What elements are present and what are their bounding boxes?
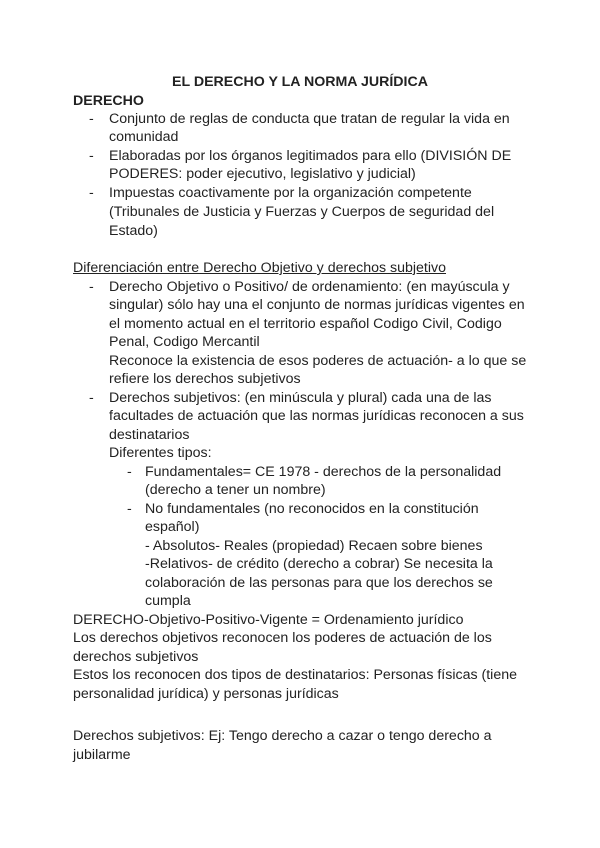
bullet-dash: - xyxy=(127,464,132,480)
list-item-line: Impuestas coactivamente por la organización competente xyxy=(109,185,472,201)
list-item-line: (derecho a tener un nombre) xyxy=(145,482,326,498)
list-item-line: singular) sólo hay una el conjunto de normas jurídicas vigentes en xyxy=(109,297,525,313)
list-item-line: colaboración de las personas para que los derechos se xyxy=(145,575,493,591)
paragraph-line: Los derechos objetivos reconocen los poderes de actuación de los xyxy=(73,630,492,646)
list-item-line: el momento actual en el territorio español Codigo Civil, Codigo xyxy=(109,316,502,332)
list-item-line: Derechos subjetivos: (en minúscula y plural) cada una de las xyxy=(109,390,492,406)
list-item-line: No fundamentales (no reconocidos en la constitución xyxy=(145,501,479,517)
bullet-dash: - xyxy=(89,390,94,406)
list-item-line: Elaboradas por los órganos legitimados para ello (DIVISIÓN DE xyxy=(109,148,512,164)
list-item-line: Diferentes tipos: xyxy=(109,445,212,461)
section-heading-diferenciacion: Diferenciación entre Derecho Objetivo y derechos subjetivo xyxy=(73,260,447,276)
paragraph-line: Derechos subjetivos: Ej: Tengo derecho a cazar o tengo derecho a xyxy=(73,728,492,744)
list-item-line: (Tribunales de Justicia y Fuerzas y Cuerpos de seguridad del xyxy=(109,204,495,220)
paragraph-line: jubilarme xyxy=(73,747,131,763)
list-item-line: -Relativos- de crédito (derecho a cobrar) Se necesita la xyxy=(145,556,493,572)
list-item-line: destinatarios xyxy=(109,427,190,443)
list-item-line: Fundamentales= CE 1978 - derechos de la personalidad xyxy=(145,464,502,480)
paragraph-line: derechos subjetivos xyxy=(73,649,199,665)
list-item-line: cumpla xyxy=(145,593,191,609)
list-item-line: PODERES: poder ejecutivo, legislativo y judicial) xyxy=(109,166,416,182)
paragraph-line: Estos los reconocen dos tipos de destinatarios: Personas físicas (tiene xyxy=(73,667,517,683)
list-item-line: Derecho Objetivo o Positivo/ de ordenamiento: (en mayúscula y xyxy=(109,279,510,295)
bullet-dash: - xyxy=(89,148,94,164)
paragraph-line: DERECHO-Objetivo-Positivo-Vigente = Ordenamiento jurídico xyxy=(73,612,464,628)
list-item-line: Reconoce la existencia de esos poderes de actuación- a lo que se xyxy=(109,353,527,369)
bullet-dash: - xyxy=(89,279,94,295)
bullet-dash: - xyxy=(127,501,132,517)
list-item-line: facultades de actuación que las normas jurídicas reconocen a sus xyxy=(109,408,524,424)
list-item-line: Conjunto de reglas de conducta que tratan de regular la vida en xyxy=(109,111,510,127)
bullet-dash: - xyxy=(89,111,94,127)
paragraph-line: personalidad jurídica) y personas jurídicas xyxy=(73,686,339,702)
list-item-line: - Absolutos- Reales (propiedad) Recaen sobre bienes xyxy=(145,538,483,554)
list-item-line: comunidad xyxy=(109,129,179,145)
list-item-line: Estado) xyxy=(109,223,158,239)
list-item-line: español) xyxy=(145,519,200,535)
list-item-line: refiere los derechos subjetivos xyxy=(109,371,301,387)
section-heading-derecho: DERECHO xyxy=(73,93,144,109)
document-title: EL DERECHO Y LA NORMA JURÍDICA xyxy=(172,74,428,90)
bullet-dash: - xyxy=(89,185,94,201)
list-item-line: Penal, Codigo Mercantil xyxy=(109,334,260,350)
